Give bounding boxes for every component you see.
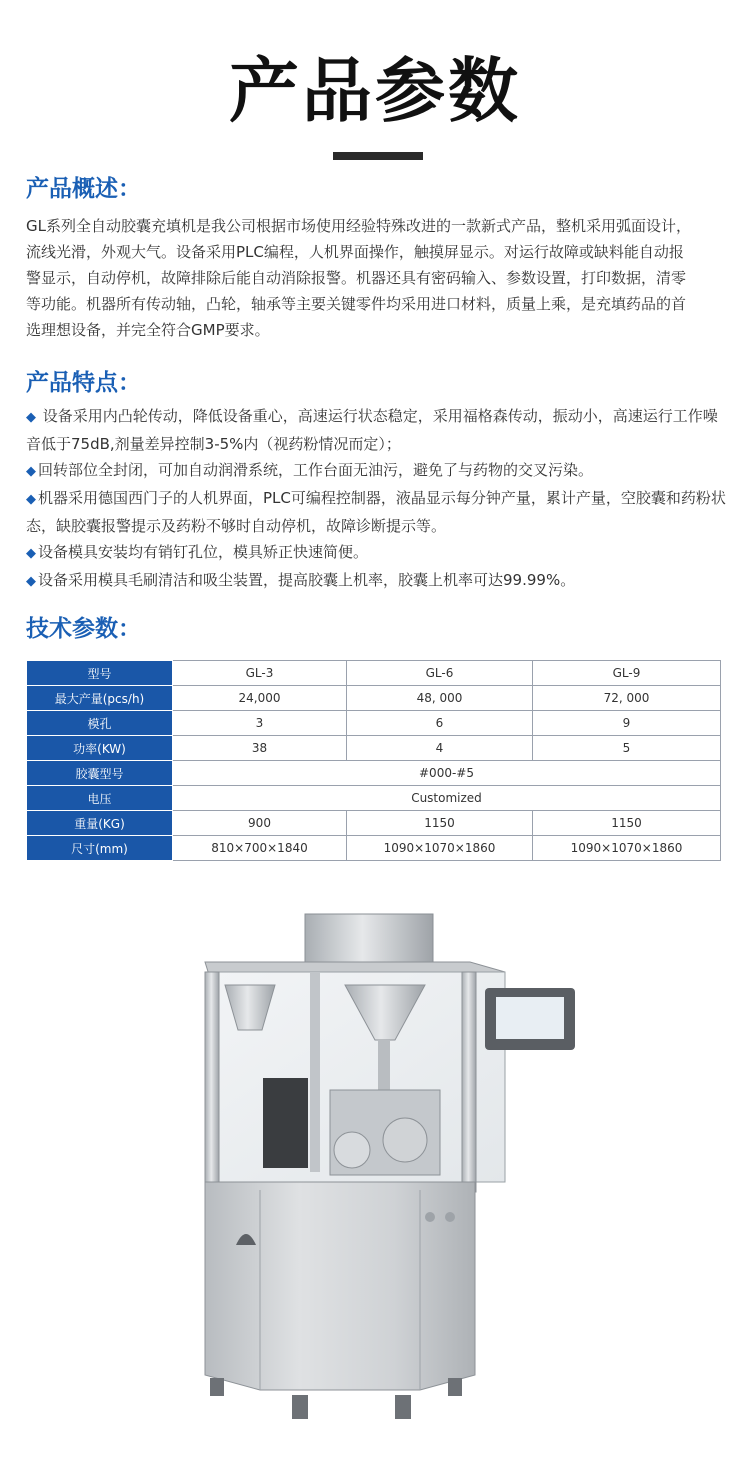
table-cell: 1090×1070×1860 — [533, 836, 721, 861]
diamond-bullet-icon: ◆ — [26, 464, 36, 479]
feature-item — [26, 457, 726, 485]
table-cell: 1090×1070×1860 — [347, 836, 533, 861]
feature-text: 设备采用模具毛刷清洁和吸尘装置，提高胶囊上机率，胶囊上机率可达99.99%。 — [38, 571, 576, 589]
table-cell: 72, 000 — [533, 686, 721, 711]
table-cell: 5 — [533, 736, 721, 761]
specs-heading: 技术参数： — [26, 616, 141, 642]
feature-item — [26, 403, 726, 457]
diamond-bullet-icon: ◆ — [26, 410, 36, 425]
table-row — [27, 686, 721, 711]
table-cell: 900 — [173, 811, 347, 836]
row-label: 尺寸(mm) — [27, 836, 173, 861]
diamond-bullet-icon: ◆ — [26, 492, 36, 507]
row-label: 型号 — [27, 661, 173, 686]
table-cell: 1150 — [533, 811, 721, 836]
title-underline — [333, 152, 423, 160]
feature-item — [26, 485, 726, 539]
row-label: 电压 — [27, 786, 173, 811]
table-cell: 810×700×1840 — [173, 836, 347, 861]
table-row — [27, 736, 721, 761]
table-cell: GL-3 — [173, 661, 347, 686]
row-label: 重量(KG) — [27, 811, 173, 836]
overview-line: 流线光滑，外观大气。设备采用PLC编程，人机界面操作，触摸屏显示。对运行故障或缺料能自动报 — [26, 243, 684, 261]
overview-paragraph — [26, 213, 726, 343]
feature-text: 设备采用内凸轮传动，降低设备重心，高速运行状态稳定，采用福格森传动，振动小，高速运行工作噪音低于75dB,剂量差异控制3-5%内（视药粉情况而定）； — [26, 407, 718, 453]
table-cell: 9 — [533, 711, 721, 736]
table-row — [27, 661, 721, 686]
row-label: 胶囊型号 — [27, 761, 173, 786]
table-cell: 24,000 — [173, 686, 347, 711]
table-row — [27, 811, 721, 836]
row-label: 模孔 — [27, 711, 173, 736]
feature-text: 机器采用德国西门子的人机界面，PLC可编程控制器，液晶显示每分钟产量，累计产量，空胶囊和药粉状态，缺胶囊报警提示及药粉不够时自动停机，故障诊断提示等。 — [26, 489, 726, 535]
table-cell: 48, 000 — [347, 686, 533, 711]
feature-text: 设备模具安装均有销钉孔位，模具矫正快速简便。 — [38, 543, 369, 561]
table-cell: #000-#5 — [173, 761, 721, 786]
capsule-filling-machine-image — [0, 900, 750, 1460]
features-heading: 产品特点： — [26, 370, 141, 396]
table-row — [27, 836, 721, 861]
overview-line: GL系列全自动胶囊充填机是我公司根据市场使用经验特殊改进的一款新式产品，整机采用弧面设计， — [26, 217, 691, 235]
feature-item — [26, 539, 726, 567]
table-cell: 1150 — [347, 811, 533, 836]
overview-line: 警显示，自动停机，故障排除后能自动消除报警。机器还具有密码输入、参数设置，打印数据，清零 — [26, 269, 687, 287]
table-cell: Customized — [173, 786, 721, 811]
overview-line: 选理想设备，并完全符合GMP要求。 — [26, 321, 270, 339]
features-list — [26, 403, 726, 595]
spec-table — [26, 660, 721, 861]
row-label: 最大产量(pcs/h) — [27, 686, 173, 711]
feature-item — [26, 567, 726, 595]
diamond-bullet-icon: ◆ — [26, 574, 36, 589]
row-label: 功率(KW) — [27, 736, 173, 761]
overview-line: 等功能。机器所有传动轴，凸轮，轴承等主要关键零件均采用进口材料，质量上乘，是充填药品的首 — [26, 295, 687, 313]
table-cell: GL-9 — [533, 661, 721, 686]
feature-text: 回转部位全封闭，可加自动润滑系统，工作台面无油污，避免了与药物的交叉污染。 — [38, 461, 594, 479]
table-cell: 4 — [347, 736, 533, 761]
table-cell: 38 — [173, 736, 347, 761]
table-row — [27, 761, 721, 786]
overview-heading: 产品概述： — [26, 176, 141, 202]
page-title: 产品参数 — [229, 50, 521, 132]
table-row — [27, 786, 721, 811]
table-cell: 3 — [173, 711, 347, 736]
table-row — [27, 711, 721, 736]
table-cell: 6 — [347, 711, 533, 736]
table-cell: GL-6 — [347, 661, 533, 686]
diamond-bullet-icon: ◆ — [26, 546, 36, 561]
